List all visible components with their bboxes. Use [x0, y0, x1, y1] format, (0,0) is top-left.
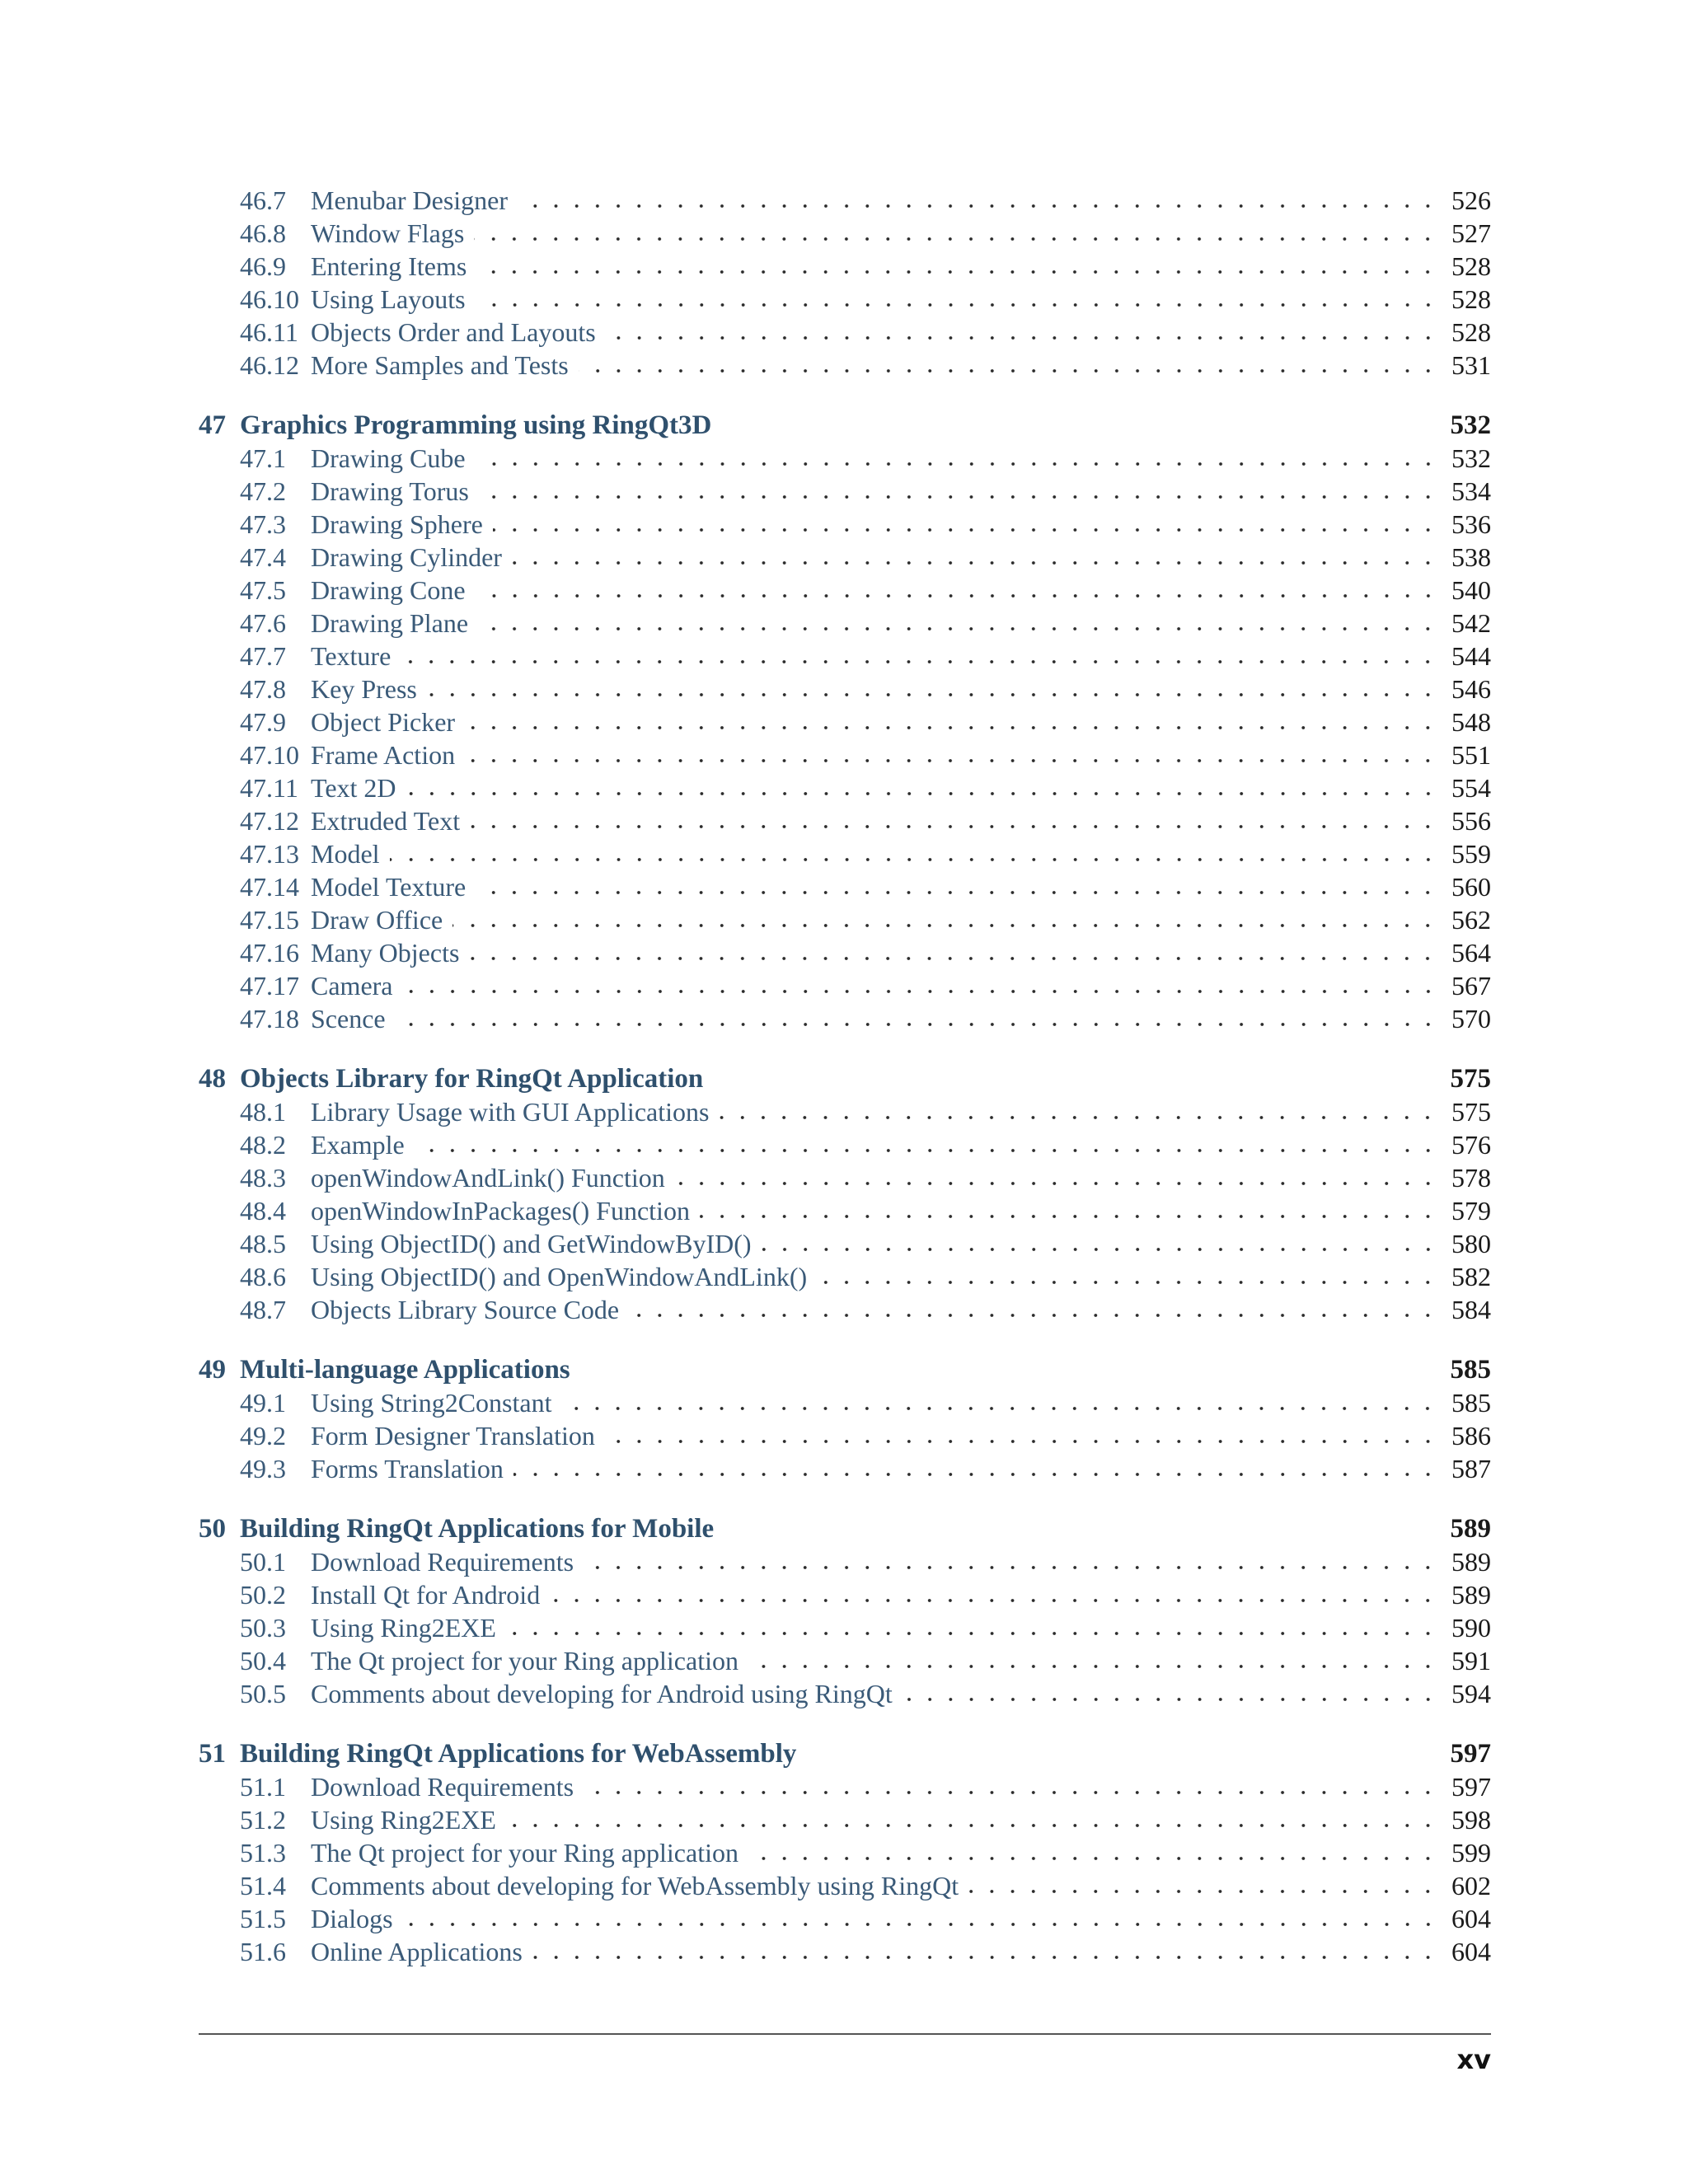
- dot-leader: [817, 1260, 1438, 1293]
- toc-entry-number: 50.3: [240, 1612, 286, 1643]
- dot-leader: [580, 1353, 1438, 1386]
- toc-entry-title[interactable]: Menubar Designer: [311, 185, 509, 215]
- toc-chapter-entry[interactable]: [199, 1062, 1491, 1095]
- toc-entry-number: 47.12: [240, 805, 299, 836]
- toc-entry-page[interactable]: 532: [1450, 410, 1491, 440]
- toc-section-entry[interactable]: [199, 1836, 1491, 1869]
- toc-entry-title[interactable]: Building RingQt Applications for Mobile: [240, 1513, 715, 1544]
- toc-section-entry[interactable]: [199, 1677, 1491, 1710]
- toc-entry-number: 48.2: [240, 1129, 286, 1160]
- dot-leader: [476, 250, 1438, 283]
- toc-section-entry[interactable]: [199, 508, 1491, 541]
- toc-section-entry[interactable]: [199, 1902, 1491, 1935]
- toc-section-entry[interactable]: [199, 574, 1491, 607]
- dot-leader: [406, 771, 1438, 804]
- toc-entry-title[interactable]: Object Picker: [311, 706, 456, 737]
- toc-entry-number: 46.12: [240, 349, 299, 380]
- toc-entry-title[interactable]: Dialogs: [311, 1903, 393, 1933]
- toc-section-entry[interactable]: [199, 1260, 1491, 1293]
- dot-leader: [390, 837, 1438, 870]
- toc-entry-number: 48.1: [240, 1096, 286, 1127]
- toc-entry-number: 49.1: [240, 1387, 286, 1418]
- dot-leader: [748, 1836, 1438, 1869]
- toc-section-entry[interactable]: [199, 349, 1491, 382]
- toc-entry-page[interactable]: 544: [1451, 640, 1491, 671]
- dot-leader: [415, 1128, 1438, 1161]
- dot-leader: [465, 738, 1438, 771]
- toc-entry-title[interactable]: Scence: [311, 1003, 386, 1033]
- toc-entry-title[interactable]: Multi-language Applications: [240, 1354, 570, 1385]
- dot-leader: [476, 283, 1438, 316]
- toc-section-entry[interactable]: [199, 870, 1491, 903]
- toc-entry-title[interactable]: Text 2D: [311, 772, 396, 803]
- footer-rule: [199, 2033, 1491, 2035]
- toc-section-entry[interactable]: [199, 738, 1491, 771]
- toc-section-entry[interactable]: [199, 640, 1491, 673]
- toc-entry-page[interactable]: 527: [1451, 218, 1491, 248]
- toc-entry-title[interactable]: The Qt project for your Ring application: [311, 1645, 738, 1675]
- toc-section-entry[interactable]: [199, 936, 1491, 969]
- toc-entry-number: 50.5: [240, 1678, 286, 1708]
- toc-entry-title[interactable]: Using ObjectID() and GetWindowByID(): [311, 1228, 752, 1258]
- dot-leader: [506, 1803, 1438, 1836]
- toc-entry-title[interactable]: Drawing Plane: [311, 607, 469, 638]
- dot-leader: [493, 508, 1438, 541]
- dot-leader: [532, 1935, 1438, 1968]
- toc-entry-page[interactable]: 542: [1451, 607, 1491, 638]
- toc-entry-number: 46.10: [240, 284, 299, 314]
- toc-entry-title[interactable]: Objects Library Source Code: [311, 1294, 620, 1324]
- toc-entry-title[interactable]: Camera: [311, 970, 393, 1001]
- toc-entry-page[interactable]: 570: [1451, 1003, 1491, 1033]
- dot-leader: [465, 705, 1438, 738]
- toc-section-entry[interactable]: [199, 283, 1491, 316]
- toc-entry-title[interactable]: Example: [311, 1129, 405, 1160]
- toc-entry-number: 49: [199, 1354, 226, 1385]
- dot-leader: [427, 673, 1438, 705]
- toc-section-entry[interactable]: [199, 1161, 1491, 1194]
- toc-entry-title[interactable]: Drawing Sphere: [311, 509, 483, 539]
- toc-entry-page[interactable]: 587: [1451, 1453, 1491, 1483]
- dot-leader: [478, 607, 1438, 640]
- toc-section-entry[interactable]: [199, 1095, 1491, 1128]
- toc-entry-number: 47.9: [240, 706, 286, 737]
- dot-leader: [479, 475, 1438, 508]
- dot-leader: [903, 1677, 1438, 1710]
- toc-entry-number: 47.17: [240, 970, 299, 1001]
- toc-entry-title[interactable]: Model: [311, 838, 380, 869]
- toc-section-entry[interactable]: [199, 1227, 1491, 1260]
- toc-chapter-entry[interactable]: [199, 1737, 1491, 1770]
- toc-entry-number: 47.14: [240, 871, 299, 902]
- toc-section-entry[interactable]: [199, 475, 1491, 508]
- toc-entry-title[interactable]: Drawing Cone: [311, 574, 466, 605]
- dot-leader: [629, 1293, 1438, 1326]
- dot-leader: [579, 349, 1438, 382]
- toc-section-entry[interactable]: [199, 705, 1491, 738]
- toc-entry-page[interactable]: 580: [1451, 1228, 1491, 1258]
- toc-entry-title[interactable]: Online Applications: [311, 1936, 523, 1966]
- toc-entry-number: 47.15: [240, 904, 299, 935]
- dot-leader: [550, 1578, 1438, 1611]
- toc-entry-page[interactable]: 590: [1451, 1612, 1491, 1643]
- toc-section-entry[interactable]: [199, 673, 1491, 705]
- toc-entry-number: 47.5: [240, 574, 286, 605]
- dot-leader: [748, 1644, 1438, 1677]
- dot-leader: [584, 1770, 1438, 1803]
- dot-leader: [506, 1611, 1438, 1644]
- toc-entry-title[interactable]: Many Objects: [311, 937, 460, 968]
- toc-entry-page[interactable]: 532: [1451, 443, 1491, 473]
- toc-entry-page[interactable]: 591: [1451, 1645, 1491, 1675]
- toc-entry-number: 46.8: [240, 218, 286, 248]
- toc-entry-page[interactable]: 531: [1451, 349, 1491, 380]
- toc-entry-page[interactable]: 599: [1451, 1837, 1491, 1868]
- toc-entry-page[interactable]: 579: [1451, 1195, 1491, 1226]
- toc-section-entry[interactable]: [199, 316, 1491, 349]
- toc-entry-number: 48.6: [240, 1261, 286, 1291]
- toc-entry-title[interactable]: Window Flags: [311, 218, 465, 248]
- toc-section-entry[interactable]: [199, 1935, 1491, 1968]
- toc-entry-title[interactable]: Using Layouts: [311, 284, 466, 314]
- toc-entry-number: 51.6: [240, 1936, 286, 1966]
- toc-entry-title[interactable]: Using Ring2EXE: [311, 1804, 496, 1835]
- dot-leader: [968, 1869, 1438, 1902]
- toc-section-entry[interactable]: [199, 1644, 1491, 1677]
- dot-leader: [721, 409, 1438, 442]
- toc-entry-number: 50: [199, 1513, 226, 1544]
- toc-entry-page[interactable]: 598: [1451, 1804, 1491, 1835]
- toc-entry-title[interactable]: More Samples and Tests: [311, 349, 569, 380]
- toc-entry-title[interactable]: Forms Translation: [311, 1453, 504, 1483]
- toc-entry-page[interactable]: 585: [1451, 1387, 1491, 1418]
- toc-entry-title[interactable]: The Qt project for your Ring application: [311, 1837, 738, 1868]
- toc-section-entry[interactable]: [199, 1869, 1491, 1902]
- toc-entry-number: 47: [199, 410, 226, 440]
- dot-leader: [396, 1002, 1438, 1035]
- toc-entry-page[interactable]: 586: [1451, 1420, 1491, 1451]
- toc-section-entry[interactable]: [199, 1293, 1491, 1326]
- toc-entry-page[interactable]: 585: [1450, 1354, 1491, 1385]
- toc-entry-title[interactable]: Form Designer Translation: [311, 1420, 595, 1451]
- toc-entry-number: 47.2: [240, 476, 286, 506]
- toc-section-entry[interactable]: [199, 541, 1491, 574]
- toc-entry-title[interactable]: Frame Action: [311, 739, 456, 770]
- toc-entry-page[interactable]: 564: [1451, 937, 1491, 968]
- toc-entry-number: 47.18: [240, 1003, 299, 1033]
- dot-leader: [403, 1902, 1438, 1935]
- dot-leader: [806, 1737, 1438, 1770]
- toc-entry-page[interactable]: 534: [1451, 476, 1491, 506]
- toc-entry-title[interactable]: Building RingQt Applications for WebAssembly: [240, 1738, 797, 1769]
- toc-entry-page[interactable]: 604: [1451, 1903, 1491, 1933]
- toc-entry-number: 47.4: [240, 541, 286, 572]
- toc-entry-title[interactable]: Using ObjectID() and OpenWindowAndLink(): [311, 1261, 808, 1291]
- toc-entry-page[interactable]: 589: [1451, 1579, 1491, 1610]
- toc-entry-page[interactable]: 546: [1451, 673, 1491, 704]
- toc-chapter-entry[interactable]: [199, 409, 1491, 442]
- toc-section-entry[interactable]: [199, 1545, 1491, 1578]
- toc-entry-page[interactable]: 602: [1451, 1870, 1491, 1900]
- toc-entry-page[interactable]: 560: [1451, 871, 1491, 902]
- toc-section-entry[interactable]: [199, 1611, 1491, 1644]
- dot-leader: [719, 1095, 1438, 1128]
- dot-leader: [469, 936, 1438, 969]
- toc-section-entry[interactable]: [199, 442, 1491, 475]
- toc-entry-title[interactable]: Extruded Text: [311, 805, 461, 836]
- dot-leader: [513, 1452, 1438, 1485]
- dot-leader: [476, 442, 1438, 475]
- toc-entry-page[interactable]: 538: [1451, 541, 1491, 572]
- dot-leader: [700, 1194, 1438, 1227]
- dot-leader: [512, 541, 1438, 574]
- toc-entry-title[interactable]: Texture: [311, 640, 392, 671]
- dot-leader: [476, 574, 1438, 607]
- toc-entry-number: 47.10: [240, 739, 299, 770]
- toc-section-entry[interactable]: [199, 771, 1491, 804]
- toc-entry-title[interactable]: Using String2Constant: [311, 1387, 552, 1418]
- toc-section-entry[interactable]: [199, 969, 1491, 1002]
- dot-leader: [724, 1512, 1438, 1545]
- toc-entry-page[interactable]: 536: [1451, 509, 1491, 539]
- toc-section-entry[interactable]: [199, 1452, 1491, 1485]
- toc-section-entry[interactable]: [199, 1194, 1491, 1227]
- toc-entry-page[interactable]: 551: [1451, 739, 1491, 770]
- dot-leader: [713, 1062, 1438, 1095]
- toc-section-entry[interactable]: [199, 1770, 1491, 1803]
- toc-entry-page[interactable]: 597: [1450, 1738, 1491, 1769]
- toc-section-entry[interactable]: [199, 607, 1491, 640]
- dot-leader: [476, 870, 1438, 903]
- toc-entry-page[interactable]: 575: [1451, 1096, 1491, 1127]
- dot-leader: [762, 1227, 1438, 1260]
- toc-entry-number: 47.3: [240, 509, 286, 539]
- toc-entry-title[interactable]: Install Qt for Android: [311, 1579, 541, 1610]
- toc-entry-page[interactable]: 567: [1451, 970, 1491, 1001]
- dot-leader: [561, 1386, 1438, 1419]
- toc-entry-number: 47.7: [240, 640, 286, 671]
- toc-entry-number: 49.2: [240, 1420, 286, 1451]
- toc-entry-number: 51.4: [240, 1870, 286, 1900]
- toc-entry-number: 46.7: [240, 185, 286, 215]
- toc-section-entry[interactable]: [199, 1002, 1491, 1035]
- dot-leader: [675, 1161, 1438, 1194]
- toc-entry-number: 48.4: [240, 1195, 286, 1226]
- toc-entry-page[interactable]: 582: [1451, 1261, 1491, 1291]
- toc-chapter-entry[interactable]: [199, 1512, 1491, 1545]
- toc-entry-title[interactable]: Key Press: [311, 673, 417, 704]
- dot-leader: [605, 1419, 1438, 1452]
- toc-entry-title[interactable]: Drawing Cube: [311, 443, 466, 473]
- toc-entry-page[interactable]: 589: [1450, 1513, 1491, 1544]
- toc-entry-title[interactable]: Draw Office: [311, 904, 443, 935]
- toc-section-entry[interactable]: [199, 217, 1491, 250]
- toc-entry-page[interactable]: 576: [1451, 1129, 1491, 1160]
- toc-entry-page[interactable]: 584: [1451, 1294, 1491, 1324]
- toc-section-entry[interactable]: [199, 184, 1491, 217]
- toc-entry-page[interactable]: 597: [1451, 1771, 1491, 1802]
- toc-entry-number: 47.1: [240, 443, 286, 473]
- toc-entry-title[interactable]: openWindowInPackages() Function: [311, 1195, 690, 1226]
- toc-entry-title[interactable]: Drawing Cylinder: [311, 541, 502, 572]
- toc-section-entry[interactable]: [199, 804, 1491, 837]
- toc-entry-title[interactable]: Comments about developing for WebAssembly using RingQt: [311, 1870, 959, 1900]
- toc-entry-number: 48.7: [240, 1294, 286, 1324]
- toc-entry-number: 48: [199, 1063, 226, 1094]
- toc-entry-title[interactable]: Using Ring2EXE: [311, 1612, 496, 1643]
- toc-chapter-entry[interactable]: [199, 1353, 1491, 1386]
- dot-leader: [606, 316, 1438, 349]
- page-number: xv: [1456, 2044, 1491, 2075]
- toc-entry-number: 51.5: [240, 1903, 286, 1933]
- toc-section-entry[interactable]: [199, 1386, 1491, 1419]
- toc-entry-page[interactable]: 589: [1451, 1546, 1491, 1577]
- toc-section-entry[interactable]: [199, 1128, 1491, 1161]
- dot-leader: [403, 969, 1439, 1002]
- toc-entry-page[interactable]: 559: [1451, 838, 1491, 869]
- toc-entry-page[interactable]: 540: [1451, 574, 1491, 605]
- toc-entry-page[interactable]: 556: [1451, 805, 1491, 836]
- toc-entry-title[interactable]: Objects Order and Layouts: [311, 316, 596, 347]
- toc-entry-page[interactable]: 575: [1450, 1063, 1491, 1094]
- toc-entry-title[interactable]: Model Texture: [311, 871, 467, 902]
- toc-entry-title[interactable]: Drawing Torus: [311, 476, 469, 506]
- dot-leader: [470, 804, 1438, 837]
- toc-entry-title[interactable]: Entering Items: [311, 251, 467, 281]
- dot-leader: [474, 217, 1438, 250]
- toc-entry-number: 51.2: [240, 1804, 286, 1835]
- toc-entry-number: 49.3: [240, 1453, 286, 1483]
- toc-entry-page[interactable]: 554: [1451, 772, 1491, 803]
- toc-entry-title[interactable]: Objects Library for RingQt Application: [240, 1063, 704, 1094]
- toc-entry-number: 46.9: [240, 251, 286, 281]
- toc-entry-number: 48.5: [240, 1228, 286, 1258]
- toc-entry-number: 51: [199, 1738, 226, 1769]
- toc-entry-page[interactable]: 562: [1451, 904, 1491, 935]
- toc-entry-number: 47.13: [240, 838, 299, 869]
- toc-entry-title[interactable]: Download Requirements: [311, 1771, 574, 1802]
- toc-entry-page[interactable]: 594: [1451, 1678, 1491, 1708]
- toc-entry-title[interactable]: Library Usage with GUI Applications: [311, 1096, 710, 1127]
- toc-entry-title[interactable]: Graphics Programming using RingQt3D: [240, 410, 712, 440]
- toc-entry-page[interactable]: 528: [1451, 284, 1491, 314]
- toc-section-entry[interactable]: [199, 837, 1491, 870]
- toc-entry-number: 46.11: [240, 316, 298, 347]
- toc-section-entry[interactable]: [199, 903, 1491, 936]
- toc-entry-number: 48.3: [240, 1162, 286, 1193]
- toc-section-entry[interactable]: [199, 250, 1491, 283]
- toc-entry-number: 51.1: [240, 1771, 286, 1802]
- toc-entry-number: 50.2: [240, 1579, 286, 1610]
- toc-entry-number: 50.1: [240, 1546, 286, 1577]
- toc-entry-title[interactable]: Download Requirements: [311, 1546, 574, 1577]
- dot-leader: [584, 1545, 1438, 1578]
- toc-entry-number: 47.11: [240, 772, 298, 803]
- toc-entry-page[interactable]: 528: [1451, 316, 1491, 347]
- toc-entry-title[interactable]: Comments about developing for Android using RingQt: [311, 1678, 893, 1708]
- toc-entry-page[interactable]: 526: [1451, 185, 1491, 215]
- toc-entry-page[interactable]: 604: [1451, 1936, 1491, 1966]
- toc-section-entry[interactable]: [199, 1419, 1491, 1452]
- toc-entry-title[interactable]: openWindowAndLink() Function: [311, 1162, 665, 1193]
- toc-entry-number: 50.4: [240, 1645, 286, 1675]
- toc-entry-number: 47.6: [240, 607, 286, 638]
- toc-entry-number: 47.8: [240, 673, 286, 704]
- dot-leader: [401, 640, 1438, 673]
- dot-leader: [518, 184, 1438, 217]
- toc-section-entry[interactable]: [199, 1803, 1491, 1836]
- toc-entry-page[interactable]: 528: [1451, 251, 1491, 281]
- toc-section-entry[interactable]: [199, 1578, 1491, 1611]
- toc-entry-page[interactable]: 548: [1451, 706, 1491, 737]
- toc-entry-page[interactable]: 578: [1451, 1162, 1491, 1193]
- toc-entry-number: 51.3: [240, 1837, 286, 1868]
- dot-leader: [452, 903, 1438, 936]
- toc-entry-number: 47.16: [240, 937, 299, 968]
